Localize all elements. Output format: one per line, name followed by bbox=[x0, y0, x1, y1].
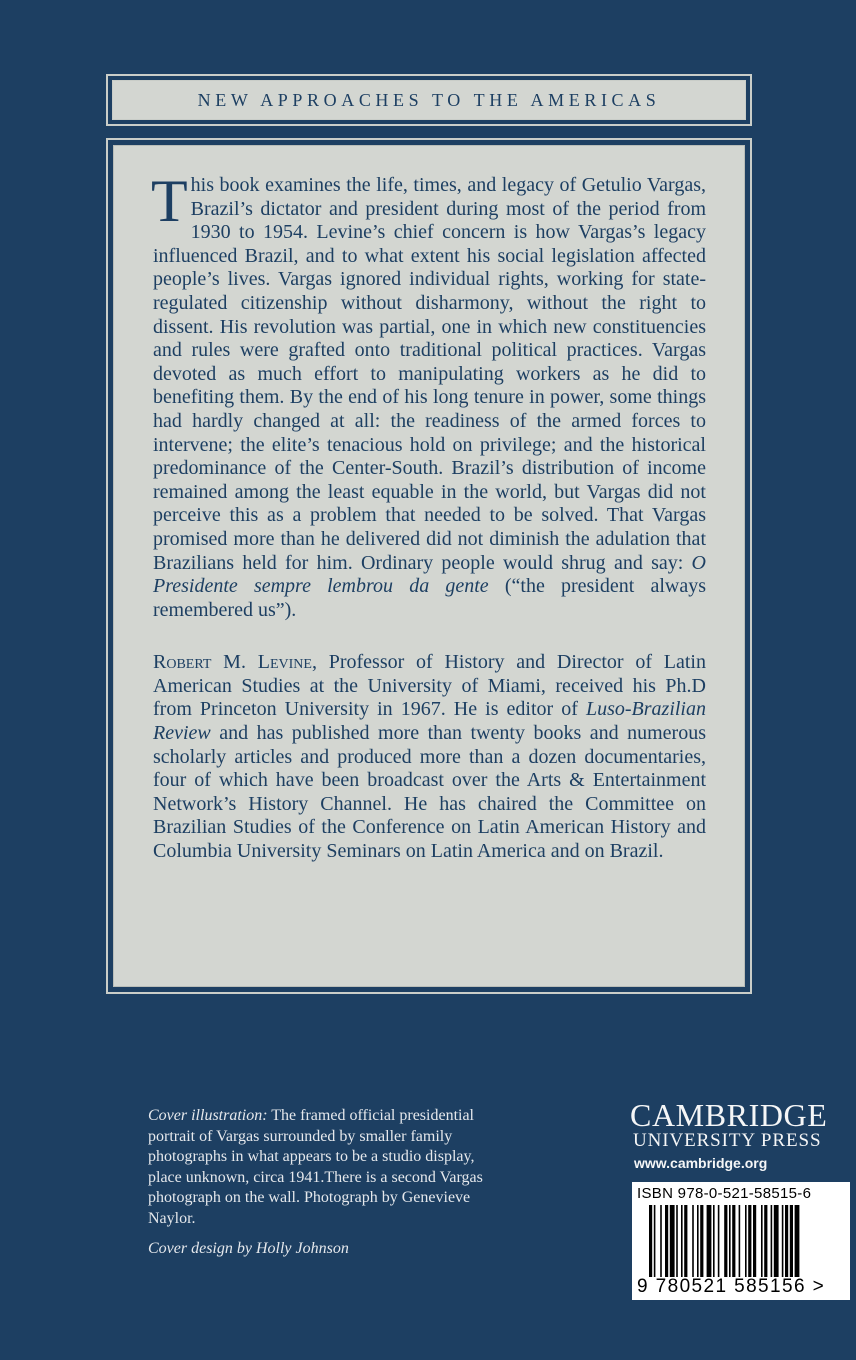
barcode-bar bbox=[697, 1205, 699, 1277]
author-name: Robert M. Levine bbox=[153, 651, 312, 674]
barcode-bar bbox=[771, 1205, 773, 1277]
barcode-bar bbox=[654, 1205, 656, 1277]
blurb-text-end: (“the president always remembered us”). bbox=[153, 575, 706, 621]
barcode-bar bbox=[670, 1205, 675, 1277]
series-title: NEW APPROACHES TO THE AMERICAS bbox=[112, 80, 746, 120]
barcode-bar bbox=[665, 1205, 668, 1277]
publisher-name: CAMBRIDGE bbox=[630, 1097, 828, 1133]
barcode-bar bbox=[676, 1205, 678, 1277]
barcode-bar bbox=[785, 1205, 788, 1277]
series-banner bbox=[106, 74, 752, 126]
barcode-bar bbox=[782, 1205, 784, 1277]
barcode-bar bbox=[700, 1205, 703, 1277]
barcode-bar bbox=[692, 1205, 694, 1277]
barcode-bar bbox=[764, 1205, 767, 1277]
barcode-bar bbox=[732, 1205, 735, 1277]
book-blurb bbox=[151, 168, 706, 622]
barcode-bar bbox=[761, 1205, 763, 1277]
isbn-label: ISBN 978-0-521-58515-6 bbox=[637, 1185, 812, 1202]
barcode-bar bbox=[753, 1205, 756, 1277]
barcode-bar bbox=[684, 1205, 687, 1277]
cover-illustration-credit bbox=[148, 1106, 508, 1229]
bio-text-end: and has published more than twenty books and numerous scholarly articles and produced more than a dozen documentaries, four of which have been broadcast over the Arts & Entertainment Network’s History Channel. He has chaired the Committee on Brazilian Studies of the Conference on Latin American History and Columbia University Seminars on Latin America and on Brazil. bbox=[153, 722, 706, 863]
barcode-bar bbox=[748, 1205, 751, 1277]
barcode-bar bbox=[795, 1205, 800, 1277]
barcode-bar bbox=[681, 1205, 683, 1277]
barcode-bar bbox=[713, 1205, 715, 1277]
drop-cap: T bbox=[151, 168, 188, 234]
description-panel bbox=[106, 138, 752, 994]
barcode-bar bbox=[724, 1205, 727, 1277]
barcode-digits: 9 780521 585156 > bbox=[637, 1276, 826, 1297]
isbn-barcode bbox=[632, 1182, 850, 1300]
cover-credits bbox=[148, 1106, 508, 1260]
publisher-press: UNIVERSITY PRESS bbox=[633, 1130, 822, 1151]
barcode-bar bbox=[774, 1205, 779, 1277]
author-bio bbox=[153, 651, 706, 863]
cover-illustration-label: Cover illustration: bbox=[148, 1107, 268, 1124]
barcode-bar bbox=[745, 1205, 747, 1277]
barcode-image bbox=[637, 1205, 845, 1277]
barcode-bar bbox=[649, 1205, 652, 1277]
barcode-bar bbox=[660, 1205, 662, 1277]
blurb-quote: O Presidente sempre lembrou da gente bbox=[153, 551, 706, 598]
cover-design-credit: Cover design by Holly Johnson bbox=[148, 1240, 349, 1257]
publisher-url: www.cambridge.org bbox=[634, 1155, 768, 1171]
cover-illustration-text: The framed official presidential portrait of Vargas surrounded by smaller family photographs in what appears to be a studio display, place unknown, circa 1941.There is a second Vargas photograph on the wall. Photograph by Genevieve Naylor. bbox=[148, 1107, 483, 1227]
journal-title: Luso-Brazilian Review bbox=[153, 698, 706, 745]
barcode-bar bbox=[718, 1205, 720, 1277]
barcode-bar bbox=[707, 1205, 712, 1277]
barcode-bar bbox=[729, 1205, 731, 1277]
bio-text: , Professor of History and Director of Latin American Studies at the University of Miami, received his Ph.D from Princeton University in 1967. He is editor of bbox=[153, 651, 706, 721]
blurb-text: his book examines the life, times, and legacy of Getulio Vargas, Brazil’s dictator and president during most of the period from 1930 to 1954. Levine’s chief concern is how Vargas’s legacy influenced Brazil, and to what extent his social legislation affected people’s lives. Vargas ignored individual rights, working for state-regulated citizenship without disharmony, without the right to dissent. His revolution was partial, one in which new constituencies and rules were grafted onto traditional political practices. Vargas devoted as much effort to manipulating workers as he did to benefiting them. By the end of his long tenure in power, some things had hardly changed at all: the readiness of the armed forces to intervene; the elite’s tenacious hold on privilege; and the historical predominance of the Center-South. Brazil’s distribution of income remained among the least equable in the world, but Vargas did not perceive this as a problem that needed to be solved. That Vargas promised more than he delivered did not diminish the adulation that Brazilians held for him. Ordinary people would shrug and say: bbox=[153, 174, 706, 574]
barcode-bar bbox=[790, 1205, 793, 1277]
publisher-logo bbox=[630, 1097, 850, 1171]
barcode-bar bbox=[739, 1205, 741, 1277]
